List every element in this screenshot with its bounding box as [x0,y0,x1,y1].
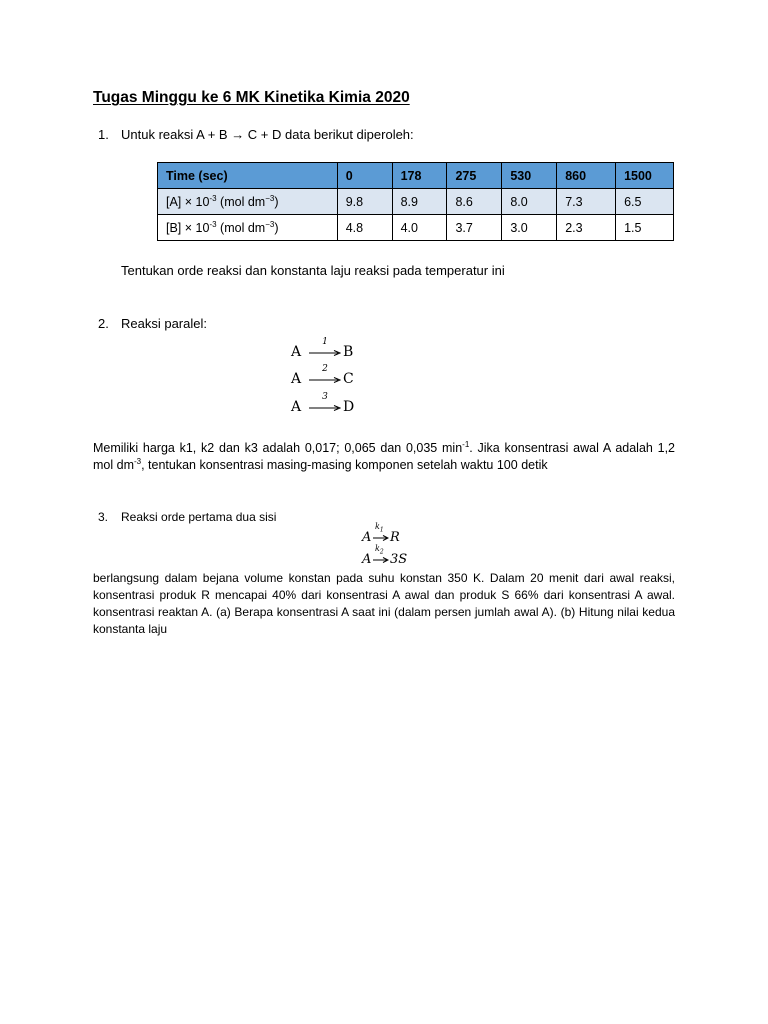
right-arrow-icon [309,350,341,356]
question-1-followup: Tentukan orde reaksi dan konstanta laju reaksi pada temperatur ini [121,263,505,278]
rate-constant-label: $k_1$ [375,522,384,534]
question-3-number: 3. [98,510,109,524]
reaction-equation-2 [362,544,422,568]
table-cell: 9.8 [337,189,392,215]
scheme-arrow-label: 3 [322,392,328,402]
scheme-arrow-label: 1 [322,337,328,347]
scheme-arrow-label: 2 [322,364,328,374]
table-cell: 8.9 [392,189,447,215]
right-arrow-icon [373,535,389,541]
question-3-heading: Reaksi orde pertama dua sisi [121,510,277,524]
scheme-arrow [309,392,341,417]
question-1-heading: Untuk reaksi A + B → C + D data berikut diperoleh: [121,127,414,142]
table-cell: 4.0 [392,215,447,241]
table-header-cell: 178 [392,163,447,189]
scheme-reactant: A [291,344,302,360]
scheme-reactant: A [291,371,302,387]
right-arrow-icon [309,377,341,383]
table-cell: 3.7 [447,215,502,241]
equation-arrow [373,544,389,568]
equation-product: R [390,530,400,545]
table-cell: 4.8 [337,215,392,241]
scheme-arrow [309,364,341,389]
table-cell: 8.6 [447,189,502,215]
concentration-table [157,162,674,241]
table-header-cell: 1500 [616,163,674,189]
table-header-row [158,163,674,189]
table-header-cell: 860 [557,163,616,189]
equation-product: 3S [390,552,408,567]
table-cell: 3.0 [502,215,557,241]
table-header-label: Time (sec) [158,163,338,189]
scheme-product: B [343,344,354,360]
table-row-b [158,215,674,241]
question-2-heading: Reaksi paralel: [121,316,207,331]
equation-reactant: A [362,552,372,567]
equation-arrow [373,522,389,546]
question-2-number: 2. [98,316,109,331]
row-a-label: $[A] \times 10^{-3}$ (mol $dm^{-3}$) [158,189,338,215]
page-title: Tugas Minggu ke 6 MK Kinetika Kimia 2020 [93,89,410,106]
table-cell: 7.3 [557,189,616,215]
scheme-reactant: A [291,399,302,415]
table-cell: 2.3 [557,215,616,241]
reaction-equation-1 [362,522,422,546]
table-row-a [158,189,674,215]
question-2-text: Memiliki harga k1, k2 dan k3 adalah 0,017; 0,065 dan 0,035 $\min^{-1}$. Jika konsentrasi awal A adalah 1,2 mol $dm^{-3}$, tentukan konsentrasi masing-masing komponen setelah waktu 100 detik [93,439,675,472]
scheme-product: C [343,371,354,387]
table-header-cell: 530 [502,163,557,189]
table-header-cell: 0 [337,163,392,189]
table-header-cell: 275 [447,163,502,189]
question-1-number: 1. [98,127,109,142]
table-cell: 8.0 [502,189,557,215]
scheme-product: D [343,399,355,415]
rate-constant-label: $k_2$ [375,544,384,556]
table-cell: 6.5 [616,189,674,215]
equation-reactant: A [362,530,372,545]
row-b-label: $[B] \times 10^{-3}$ (mol $dm^{-3}$) [158,215,338,241]
scheme-arrow [309,337,341,362]
right-arrow-icon [373,557,389,563]
question-3-text: berlangsung dalam bejana volume konstan pada suhu konstan 350 K. Dalam 20 menit dari awal reaksi, konsentrasi produk R mencapai 40% dari konsentrasi A awal dan produk S 66% dari konsentrasi A awal. konsentrasi reaktan A. (a) Berapa konsentrasi A saat ini (dalam persen jumlah awal A). (b) Hitung nilai kedua konstanta laju [93,571,675,636]
right-arrow-icon [309,405,341,411]
table-cell: 1.5 [616,215,674,241]
